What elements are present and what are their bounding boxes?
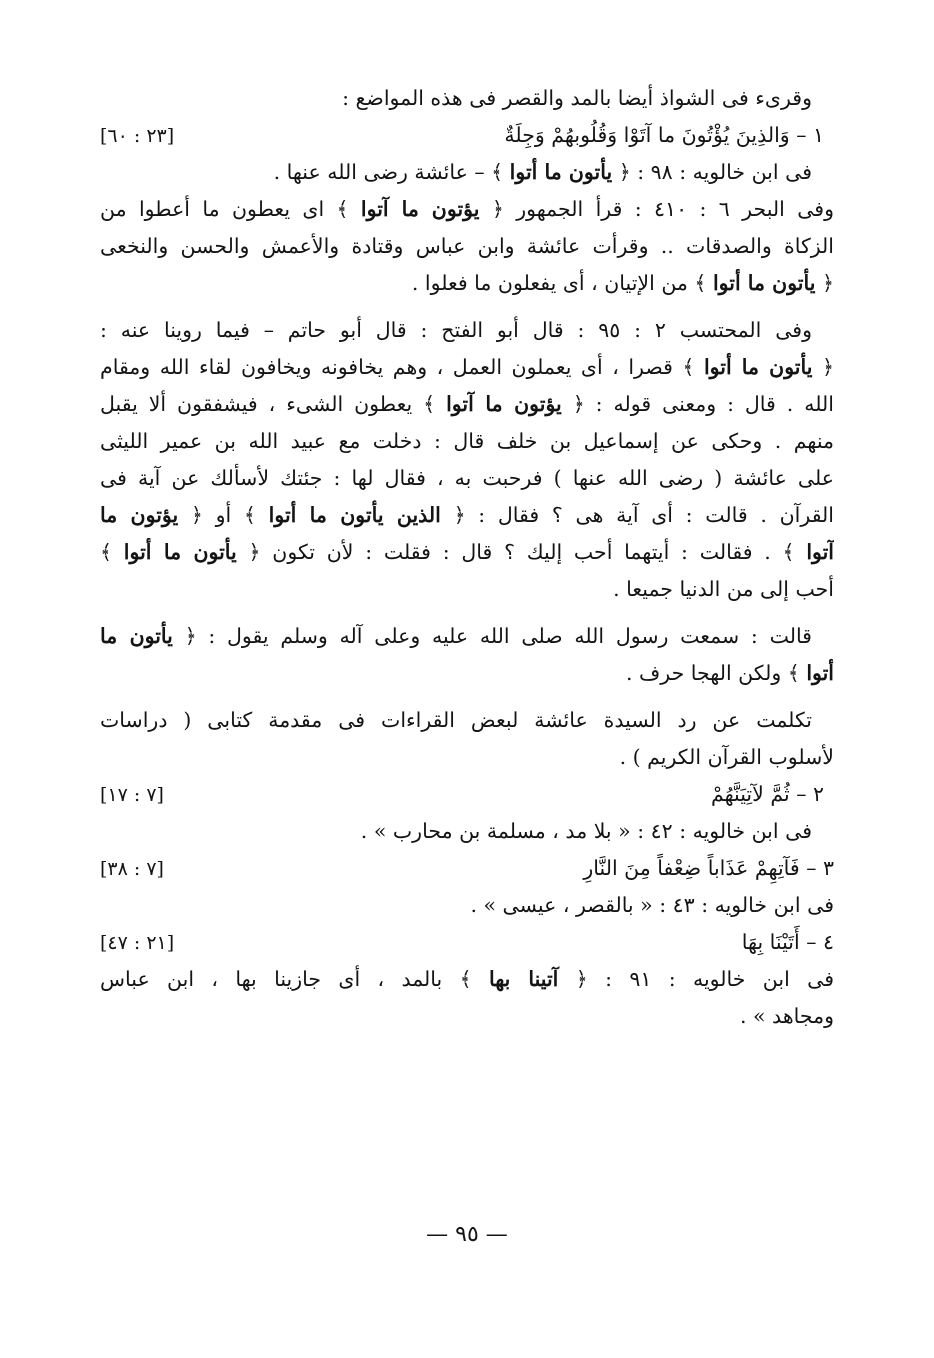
text-line: آتوا ﴾ . فقالت : أيتهما أحب إليك ؟ قال : فقلت : لأن تكون ﴿ يأتون ما أتوا ﴾ [100, 540, 834, 564]
text-line: وفى المحتسب ٢ : ٩٥ : قال أبو الفتح : قال أبو حاتم – فيما روينا عنه : [100, 318, 812, 342]
verse-line [100, 924, 834, 961]
text-line: أحب إلى من الدنيا جميعا . [613, 577, 834, 601]
verse-reference: [٧ : ٣٨] [100, 858, 164, 880]
verse-text: ٣ – فَآتِهِمْ عَذَاباً ضِعْفاً مِنَ النَّارِ [583, 856, 834, 880]
verse-reference: [٢٣ : ٦٠] [100, 125, 175, 147]
text-line: وقرىء فى الشواذ أيضا بالمد والقصر فى هذه المواضع : [342, 86, 812, 110]
text-line: فى ابن خالويه : ٩١ : ﴿ آتينا بها ﴾ بالمد ، أى جازينا بها ، ابن عباس [100, 967, 834, 991]
text-line: لأسلوب القرآن الكريم ) . [619, 745, 834, 769]
text-line: فى ابن خالويه : ٤٣ : « بالقصر ، عيسى » . [470, 893, 834, 917]
verse-line [100, 776, 834, 813]
verse-reference: [٢١ : ٤٧] [100, 932, 175, 954]
text-line: فى ابن خالويه : ٩٨ : ﴿ يأتون ما أتوا ﴾ – عائشة رضى الله عنها . [273, 160, 812, 184]
text-line: تكلمت عن رد السيدة عائشة لبعض القراءات فى مقدمة كتابى ( دراسات [100, 708, 812, 732]
verse-text: ١ – وَالذِينَ يُؤْتُونَ ما آتَوْا وَقُلُوبهُمْ وَجِلَةٌ [504, 123, 824, 147]
verse-line [100, 850, 834, 887]
text-line: فى ابن خالويه : ٤٢ : « بلا مد ، مسلمة بن محارب » . [360, 819, 812, 843]
text-line: على عائشة ( رضى الله عنها ) فرحبت به ، فقال لها : جئتك لأسألك عن آية فى [100, 466, 834, 490]
text-line: القرآن . قالت : أى آية هى ؟ فقال : ﴿ الذين يأتون ما أتوا ﴾ أو ﴿ يؤتون ما [100, 503, 834, 527]
text-line: الزكاة والصدقات .. وقرأت عائشة وابن عباس وقتادة والأعمش والحسن والنخعى [100, 234, 834, 258]
text-line: ﴿ يأتون ما أتوا ﴾ من الإتيان ، أى يفعلون ما فعلوا . [411, 271, 834, 295]
text-line: وفى البحر ٦ : ٤١٠ : قرأ الجمهور ﴿ يؤتون ما آتوا ﴾ اى يعطون ما أعطوا من [100, 197, 834, 221]
text-line: منهم . وحكى عن إسماعيل بن خلف قال : دخلت مع عبيد الله بن عمير الليثى [100, 429, 834, 453]
page-number: — ٩٥ — [426, 1222, 508, 1247]
verse-text: ٢ – ثُمَّ لآتِيَنَّهُمْ [710, 782, 824, 806]
verse-reference: [٧ : ١٧] [100, 784, 164, 806]
verse-text: ٤ – أَتَيْنَا بِهَا [741, 930, 834, 954]
document-page [100, 80, 834, 1035]
text-line: الله . قال : ومعنى قوله : ﴿ يؤتون ما آتوا ﴾ يعطون الشىء ، فيشفقون ألا يقبل [100, 392, 834, 416]
text-line: أتوا ﴾ ولكن الهجا حرف . [626, 661, 834, 685]
text-line: قالت : سمعت رسول الله صلى الله عليه وعلى آله وسلم يقول : ﴿ يأتون ما [100, 624, 812, 648]
text-line: ﴿ يأتون ما أتوا ﴾ قصرا ، أى يعملون العمل ، وهم يخافونه ويخافون لقاء الله ومقام [100, 355, 834, 379]
text-line: ومجاهد » . [739, 1004, 834, 1028]
verse-line [100, 117, 834, 154]
